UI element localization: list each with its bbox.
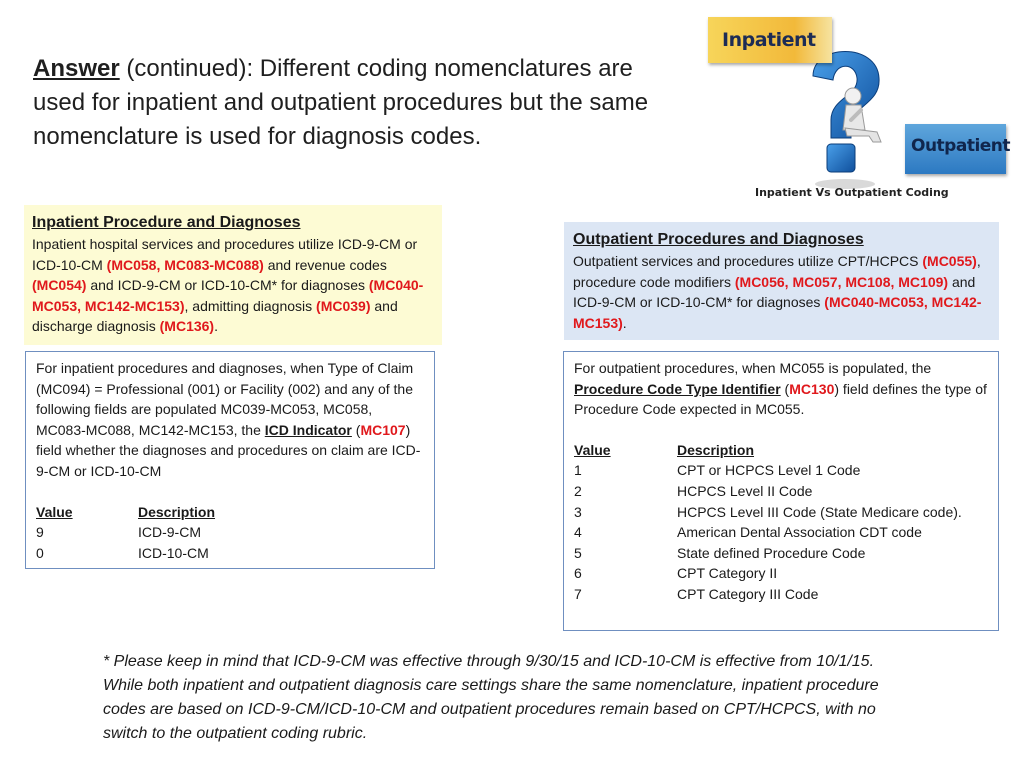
row-description: American Dental Association CDT code [677, 524, 922, 541]
row-value: 9 [36, 524, 44, 541]
field-code: (MC058, MC083-MC088) [106, 256, 264, 273]
row-value: 6 [574, 565, 582, 582]
row-description: CPT Category II [677, 565, 778, 582]
row-description: CPT or HCPCS Level 1 Code [677, 462, 861, 479]
row-description: CPT Category III Code [677, 585, 819, 602]
value-column-header: Value [36, 503, 73, 520]
table-row [574, 481, 962, 502]
row-description: HCPCS Level III Code (State Medicare code). [677, 503, 962, 520]
outpatient-summary-heading: Outpatient Procedures and Diagnoses [573, 231, 864, 248]
field-code: MC130 [789, 380, 835, 397]
table-row [36, 543, 215, 564]
inpatient-summary-box [24, 205, 442, 345]
table-row [574, 502, 962, 523]
icd-indicator-field: ICD Indicator [264, 421, 352, 438]
procedure-code-type-field: Procedure Code Type Identifier [574, 380, 781, 397]
row-value: 4 [574, 524, 582, 541]
table-row [574, 563, 962, 584]
procedure-code-type-table [574, 440, 962, 605]
value-column-header: Value [574, 441, 611, 458]
row-value: 1 [574, 462, 582, 479]
row-description: ICD-10-CM [138, 544, 209, 561]
icd-indicator-table [36, 502, 215, 564]
page-title [33, 52, 673, 154]
row-description: HCPCS Level II Code [677, 482, 813, 499]
table-header [574, 440, 962, 461]
field-code: (MC136) [159, 318, 215, 335]
row-value: 2 [574, 482, 582, 499]
title-text: (continued): Different coding nomenclatures are used for inpatient and outpatient procedures but the same nomenclature is used for diagnosis codes. [33, 55, 649, 150]
answer-label: Answer [33, 55, 120, 82]
description-column-header: Description [677, 441, 755, 458]
table-row [36, 522, 215, 543]
table-header [36, 502, 215, 523]
field-code: (MC054) [32, 277, 87, 294]
outpatient-rule-box [563, 351, 999, 631]
row-value: 5 [574, 544, 582, 561]
row-value: 0 [36, 544, 44, 561]
illustration-caption: Inpatient Vs Outpatient Coding [755, 186, 949, 199]
table-row [574, 522, 962, 543]
inpatient-summary-text: Inpatient hospital services and procedures utilize ICD-9-CM or ICD-10-CM (MC058, MC083-MC088) and revenue codes (MC054) and ICD-9-CM or ICD-10-CM* for diagnoses (MC040-MC053, MC142-MC153), admitting diagnosis (MC039) and discharge diagnosis (MC136). [32, 236, 424, 335]
field-code: (MC040-MC053, MC142-MC153) [573, 294, 982, 331]
row-description: ICD-9-CM [138, 524, 201, 541]
inpatient-tag: Inpatient [708, 17, 832, 63]
footnote: * Please keep in mind that ICD-9-CM was effective through 9/30/15 and ICD-10-CM is effective from 10/1/15. While both inpatient and outpatient diagnosis care settings share the same nomenclature, inpatient procedure codes are based on ICD-9-CM/ICD-10-CM and outpatient procedures remain based on CPT/HCPCS, with no switch to the outpatient coding rubric. [103, 653, 879, 742]
inpatient-rule-box [25, 351, 435, 569]
field-code: (MC055) [922, 253, 977, 269]
table-row [574, 543, 962, 564]
outpatient-summary-box [564, 222, 999, 340]
row-value: 7 [574, 585, 582, 602]
outpatient-rule-text: For outpatient procedures, when MC055 is populated, the Procedure Code Type Identifier (MC130) field defines the type of Procedure Code expected in MC055. [574, 360, 987, 418]
inpatient-rule-text: For inpatient procedures and diagnoses, when Type of Claim (MC094) = Professional (001) or Facility (002) and any of the following fields are populated MC039-MC053, MC058, MC083-MC088, MC142-MC153, the ICD Indicator (MC107) field whether the diagnoses and procedures on claim are ICD-9-CM or ICD-10-CM [36, 360, 421, 479]
field-code: (MC056, MC057, MC108, MC109) [734, 273, 949, 290]
outpatient-tag: Outpatient [905, 124, 1006, 174]
outpatient-summary-text: Outpatient services and procedures utilize CPT/HCPCS (MC055), procedure code modifiers (MC056, MC057, MC108, MC109) and ICD-9-CM or ICD-10-CM* for diagnoses (MC040-MC053, MC142-MC153). [573, 253, 982, 331]
table-row [574, 584, 962, 605]
row-description: State defined Procedure Code [677, 544, 866, 561]
coding-illustration [705, 14, 1011, 204]
row-value: 3 [574, 503, 582, 520]
field-code: (MC039) [316, 297, 371, 314]
field-code: MC107 [360, 421, 406, 438]
description-column-header: Description [138, 503, 216, 520]
field-code: (MC040-MC053, MC142-MC153) [32, 277, 424, 314]
inpatient-summary-heading: Inpatient Procedure and Diagnoses [32, 214, 301, 231]
table-row [574, 460, 962, 481]
